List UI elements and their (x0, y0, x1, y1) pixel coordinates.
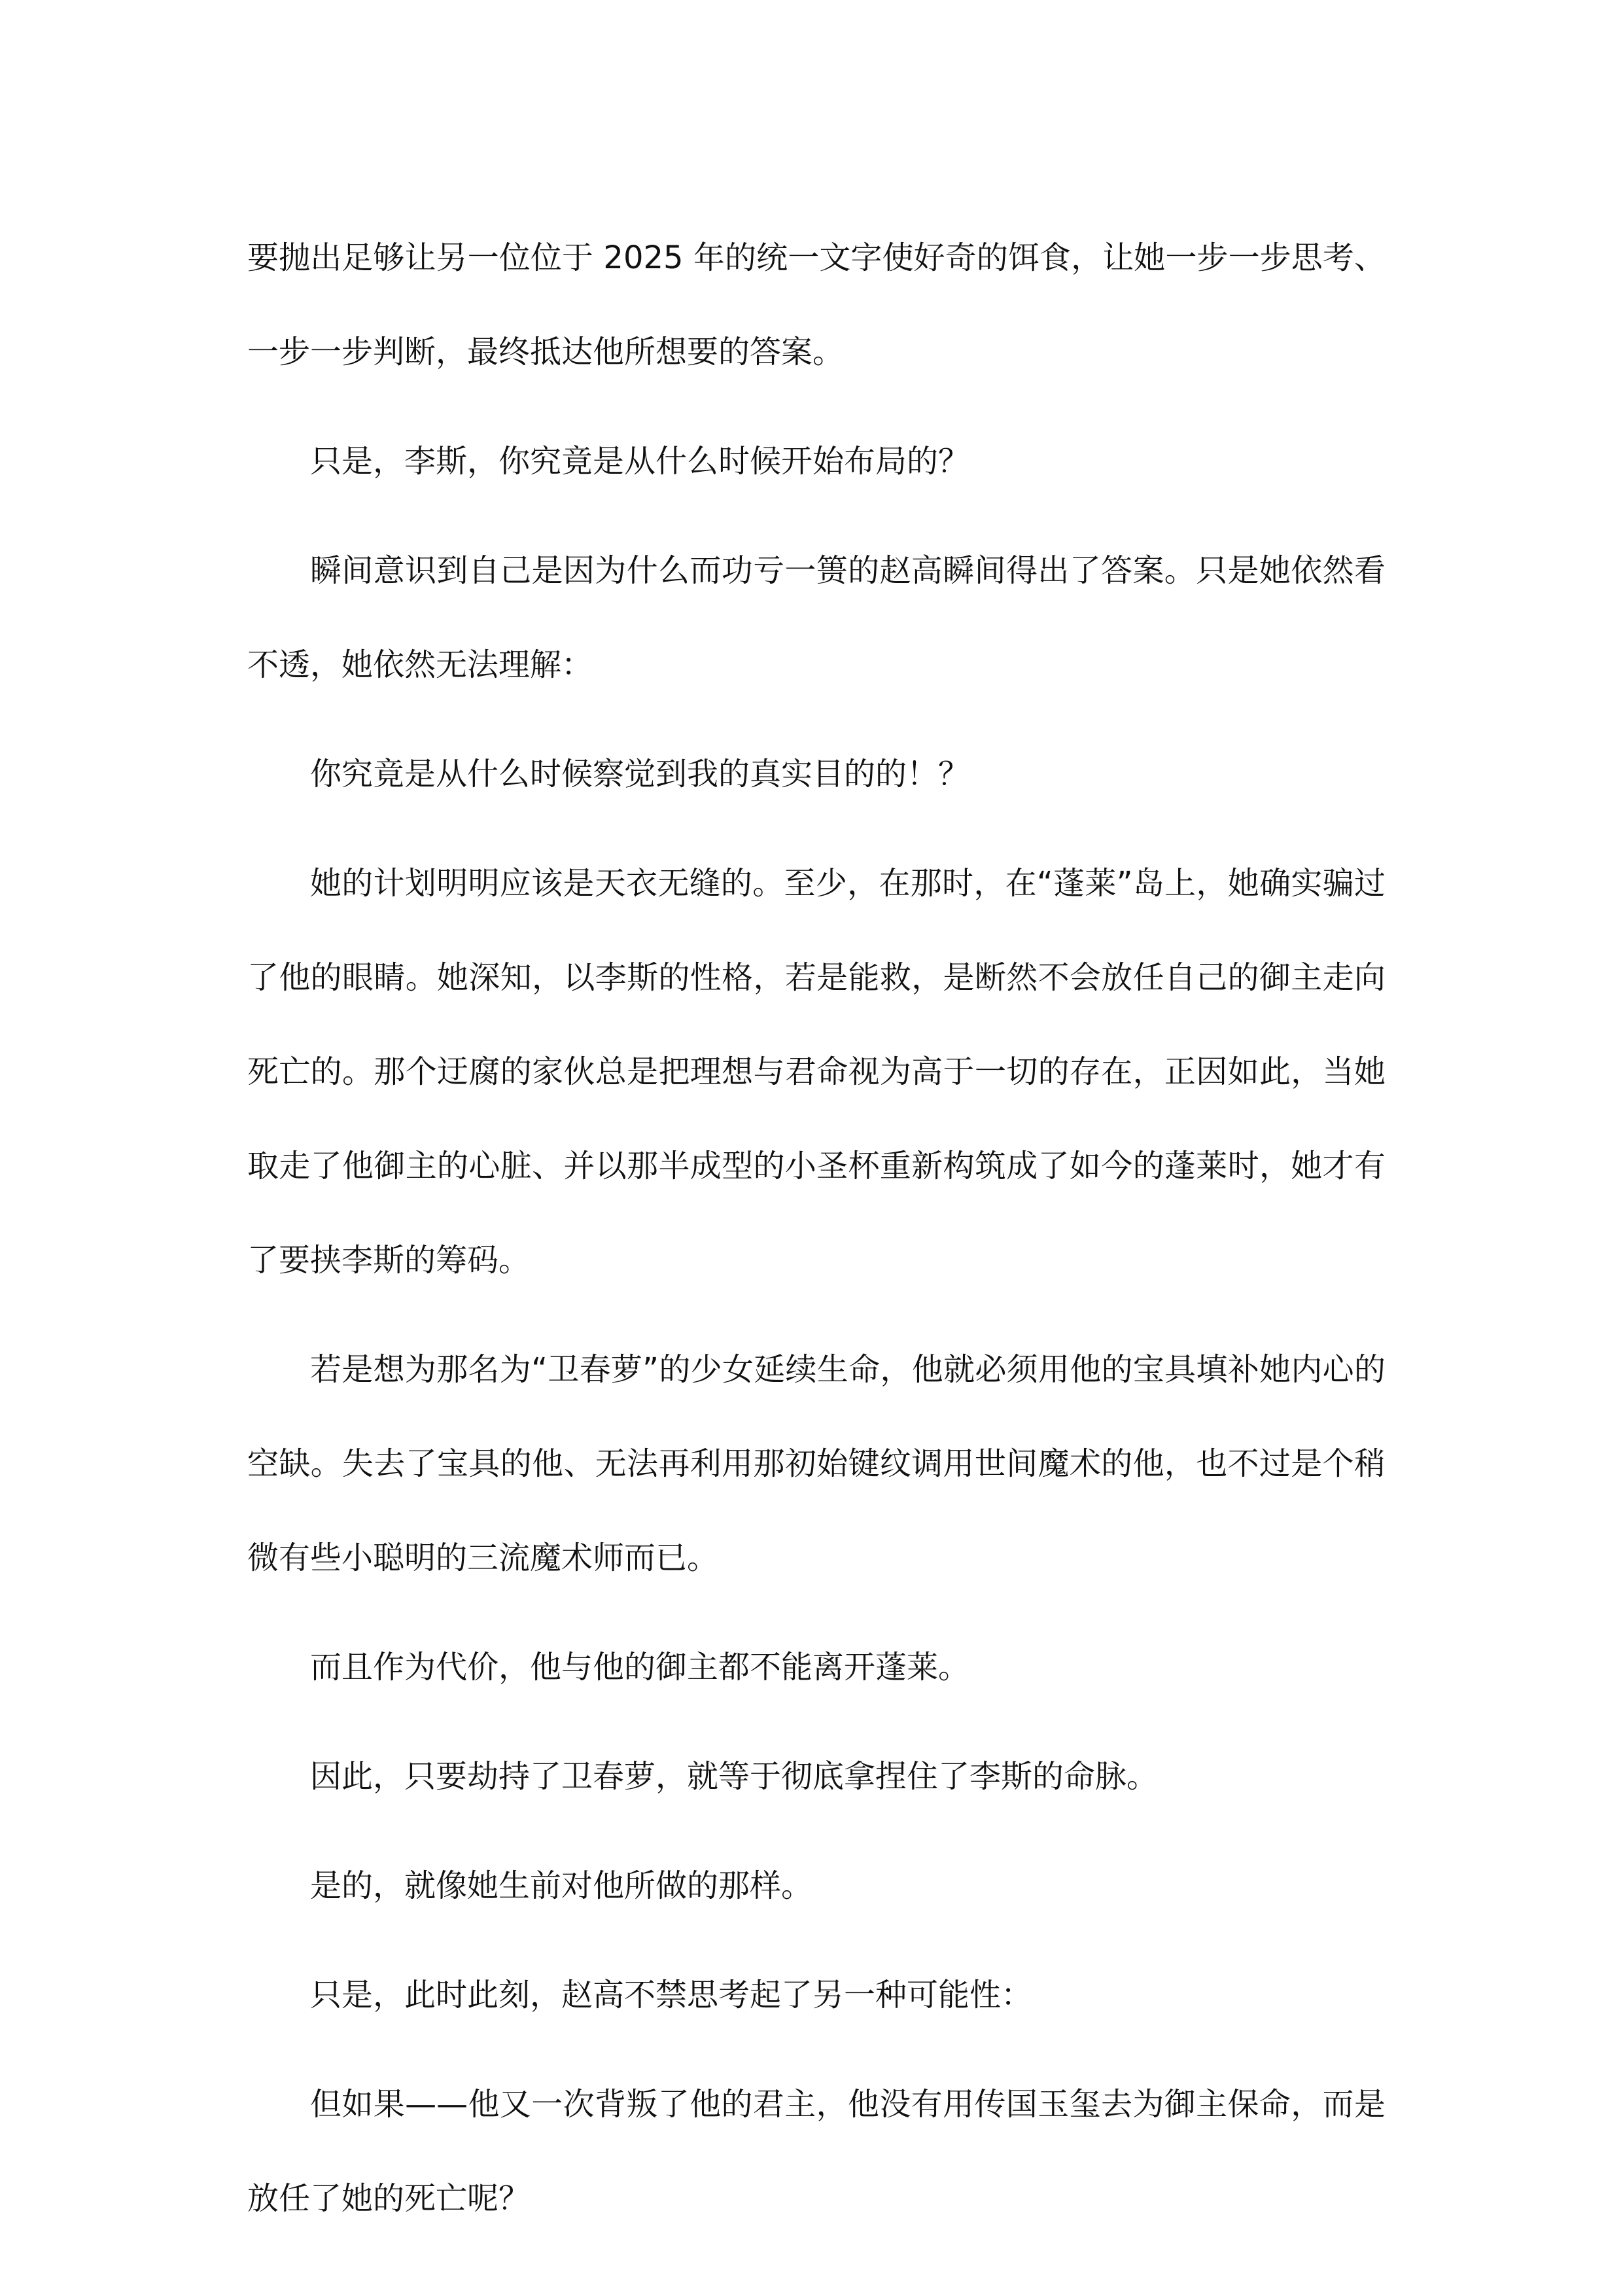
paragraph-5: 她的计划明明应该是天衣无缝的。至少，在那时，在“蓬莱”岛上，她确实骗过了他的眼睛。她深知，以李斯的性格，若是能救，是断然不会放任自己的御主走向死亡的。那个迂腐的家伙总是把理想与君命视为高于一切的存在，正因如此，当她取走了他御主的心脏、并以那半成型的小圣杯重新构筑成了如今的蓬莱时，她才有了要挟李斯的筹码。 (247, 865, 1386, 1279)
paragraph-3: 瞬间意识到自己是因为什么而功亏一篑的赵高瞬间得出了答案。只是她依然看不透，她依然无法理解： (247, 552, 1386, 683)
paragraph-1: 要抛出足够让另一位位于 2025 年的统一文字使好奇的饵食，让她一步一步思考、一步一步判断，最终抵达他所想要的答案。 (247, 239, 1386, 370)
paragraph-2: 只是，李斯，你究竟是从什么时候开始布局的？ (310, 443, 970, 480)
paragraph-9: 是的，就像她生前对他所做的那样。 (310, 1867, 813, 1904)
body-text (247, 211, 1386, 2246)
paragraph-4: 你究竟是从什么时候察觉到我的真实目的的！？ (310, 756, 970, 792)
paragraph-11: 但如果——他又一次背叛了他的君主，他没有用传国玉玺去为御主保命，而是放任了她的死亡呢？ (247, 2086, 1386, 2217)
paragraph-10: 只是，此时此刻，赵高不禁思考起了另一种可能性： (310, 1977, 1033, 2013)
paragraph-6: 若是想为那名为“卫春萝”的少女延续生命，他就必须用他的宝具填补她内心的空缺。失去了宝具的他、无法再利用那初始键纹调用世间魔术的他，也不过是个稍微有些小聪明的三流魔术师而已。 (247, 1351, 1386, 1576)
paragraph-8: 因此，只要劫持了卫春萝，就等于彻底拿捏住了李斯的命脉。 (310, 1758, 1159, 1795)
paragraph-7: 而且作为代价，他与他的御主都不能离开蓬莱。 (310, 1649, 970, 1686)
